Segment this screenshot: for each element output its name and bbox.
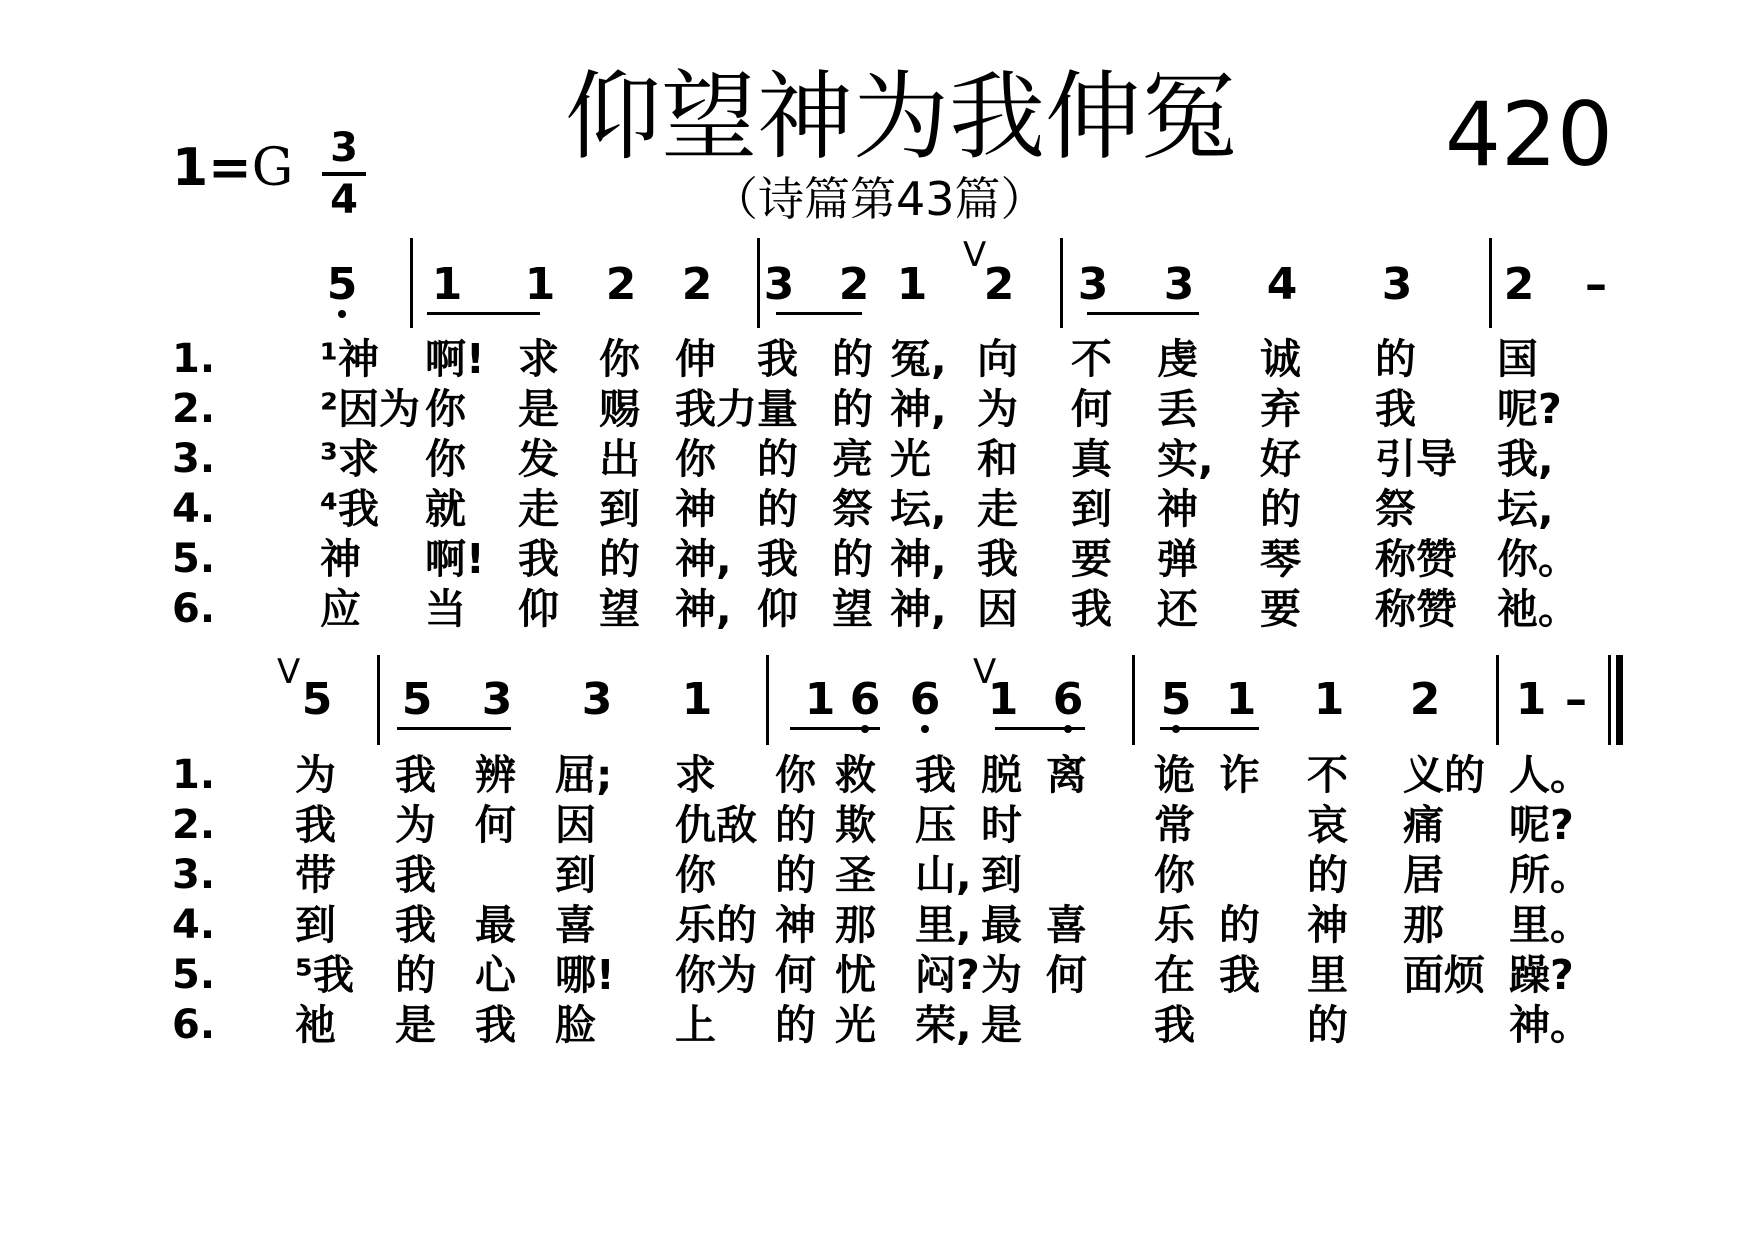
lyric: 我 xyxy=(1071,585,1112,633)
lyric: 的 xyxy=(1307,851,1348,899)
lyric: 山, xyxy=(915,851,972,899)
lyric: 好 xyxy=(1260,435,1301,483)
bar-line xyxy=(410,238,413,328)
lyric: 和 xyxy=(977,435,1018,483)
lyric: 欺 xyxy=(835,801,876,849)
lyric: 神 xyxy=(1157,485,1198,533)
note: 2 xyxy=(681,259,713,310)
bar-line xyxy=(1132,655,1135,745)
lyric: 称赞 xyxy=(1375,585,1457,633)
verse-number: 3. xyxy=(172,852,216,898)
meter-top: 3 xyxy=(330,125,358,171)
lyric: 神 xyxy=(675,485,716,533)
note: 1 xyxy=(987,674,1019,725)
lyric: 常 xyxy=(1154,801,1195,849)
verse-number: 5. xyxy=(172,536,216,582)
lyric: 上 xyxy=(675,1001,716,1049)
final-bar-thick xyxy=(1616,655,1623,745)
lyric: 喜 xyxy=(1046,901,1087,949)
lyric: 仇敌 xyxy=(675,801,757,849)
lyric: 弃 xyxy=(1260,385,1301,433)
lyric: 称赞 xyxy=(1375,535,1457,583)
lyric: ³求 xyxy=(320,435,379,483)
lyric: 要 xyxy=(1260,585,1301,633)
lyric: 是 xyxy=(518,385,559,433)
note: 3 xyxy=(481,674,513,725)
lyric: 时 xyxy=(981,801,1022,849)
verse-number: 3. xyxy=(172,436,216,482)
lyric: 你 xyxy=(1154,851,1195,899)
bar-line xyxy=(377,655,380,745)
lyric: 哪! xyxy=(555,951,615,999)
key-prefix: 1= xyxy=(172,138,252,198)
lyric: 还 xyxy=(1157,585,1198,633)
lyric: 光 xyxy=(890,435,931,483)
note: 1 xyxy=(804,674,836,725)
lyric: 的 xyxy=(1219,901,1260,949)
beam xyxy=(776,312,862,315)
note: 6 xyxy=(849,674,881,725)
lyric: 我 xyxy=(475,1001,516,1049)
lyric: ⁵我 xyxy=(295,951,354,999)
lyric: 所。 xyxy=(1509,851,1591,899)
lyric: 我 xyxy=(518,535,559,583)
time-signature xyxy=(322,126,366,222)
verse-number: 6. xyxy=(172,586,216,632)
lyric: 居 xyxy=(1403,851,1444,899)
hymn-subtitle: （诗篇第43篇） xyxy=(712,172,1047,226)
lyric: 为 xyxy=(981,951,1022,999)
lyric: 哀 xyxy=(1307,801,1348,849)
verse-number: 1. xyxy=(172,752,216,798)
lyric: ⁴我 xyxy=(320,485,379,533)
lyric: 我 xyxy=(757,535,798,583)
lyric: 圣 xyxy=(835,851,876,899)
lyric: 里, xyxy=(915,901,972,949)
lyric: 望 xyxy=(599,585,640,633)
lyric: 祭 xyxy=(1375,485,1416,533)
lyric: 的 xyxy=(1260,485,1301,533)
lyric: 光 xyxy=(835,1001,876,1049)
note: 1 xyxy=(1313,674,1345,725)
lyric: 神 xyxy=(1307,901,1348,949)
lyric: 你为 xyxy=(675,951,757,999)
lyric: 脱 xyxy=(981,751,1022,799)
lyric: 人。 xyxy=(1509,751,1591,799)
lyric: 的 xyxy=(832,335,873,383)
lyric: 丢 xyxy=(1157,385,1198,433)
note: 2 xyxy=(983,259,1015,310)
lyric: ¹神 xyxy=(320,335,379,383)
note: 6 xyxy=(909,674,941,725)
lyric: 痛 xyxy=(1403,801,1444,849)
lyric: 我 xyxy=(915,751,956,799)
lyric: 你 xyxy=(675,435,716,483)
note: 5 xyxy=(326,259,358,310)
lyric: 我, xyxy=(1497,435,1554,483)
lyric: 最 xyxy=(475,901,516,949)
lyric: 坛, xyxy=(1497,485,1554,533)
note: 3 xyxy=(581,674,613,725)
lyric: 是 xyxy=(981,1001,1022,1049)
lyric: 真 xyxy=(1071,435,1112,483)
lyric: 望 xyxy=(832,585,873,633)
lyric: 求 xyxy=(675,751,716,799)
lyric: 求 xyxy=(518,335,559,383)
lyric: 的 xyxy=(757,485,798,533)
lyric: 辨 xyxy=(475,751,516,799)
lyric: 你 xyxy=(675,851,716,899)
verse-number: 4. xyxy=(172,902,216,948)
note: 3 xyxy=(1381,259,1413,310)
lyric: 向 xyxy=(977,335,1018,383)
lyric: 到 xyxy=(981,851,1022,899)
lyric: 喜 xyxy=(555,901,596,949)
lyric: 的 xyxy=(775,801,816,849)
lyric: 荣, xyxy=(915,1001,972,1049)
lyric: 的 xyxy=(599,535,640,583)
note: 1 xyxy=(1225,674,1257,725)
lyric: 是 xyxy=(395,1001,436,1049)
lyric: 亮 xyxy=(832,435,873,483)
lyric: 乐 xyxy=(1154,901,1195,949)
key-signature xyxy=(172,138,293,198)
lyric: 的 xyxy=(757,435,798,483)
lyric: 坛, xyxy=(890,485,947,533)
verse-number: 2. xyxy=(172,802,216,848)
lyric: 心 xyxy=(475,951,516,999)
lyric: 的 xyxy=(832,535,873,583)
lyric: 你 xyxy=(425,435,466,483)
verse-number: 1. xyxy=(172,336,216,382)
lyric: 我力 xyxy=(675,385,757,433)
lyric: 祂 xyxy=(295,1001,336,1049)
lyric: 赐 xyxy=(599,385,640,433)
note: 1 xyxy=(896,259,928,310)
lyric: 诡 xyxy=(1154,751,1195,799)
beam xyxy=(790,727,880,730)
note: 3 xyxy=(1163,259,1195,310)
beam xyxy=(995,727,1085,730)
bar-line xyxy=(1496,655,1499,745)
lyric: 我 xyxy=(395,751,436,799)
hymn-number: 420 xyxy=(1445,83,1613,186)
breath-mark: V xyxy=(277,652,301,692)
note: 5 xyxy=(1160,674,1192,725)
lyric: 那 xyxy=(835,901,876,949)
bar-line xyxy=(757,238,760,328)
lyric: 的 xyxy=(775,851,816,899)
lyric: 要 xyxy=(1071,535,1112,583)
lyric: 闷? xyxy=(915,951,980,999)
lyric: 神, xyxy=(890,385,947,433)
lyric: 面烦 xyxy=(1403,951,1485,999)
lyric: 出 xyxy=(599,435,640,483)
lyric: 义的 xyxy=(1403,751,1485,799)
lyric: 走 xyxy=(977,485,1018,533)
lyric: 的 xyxy=(1307,1001,1348,1049)
lyric: 里。 xyxy=(1509,901,1591,949)
note: 5 xyxy=(401,674,433,725)
key-note: G xyxy=(251,138,294,198)
lyric: 啊! xyxy=(425,535,485,583)
lyric: 弹 xyxy=(1157,535,1198,583)
lyric: 为 xyxy=(295,751,336,799)
lyric: 我 xyxy=(757,335,798,383)
bar-line xyxy=(766,655,769,745)
lyric: 呢? xyxy=(1497,385,1562,433)
lyric: 不 xyxy=(1071,335,1112,383)
lyric: 的 xyxy=(1375,335,1416,383)
lyric: 最 xyxy=(981,901,1022,949)
low-octave-dot xyxy=(338,310,346,318)
note: 2 xyxy=(1503,259,1535,310)
breath-mark: V xyxy=(973,652,997,692)
lyric: 当 xyxy=(425,585,466,633)
lyric: 带 xyxy=(295,851,336,899)
beam xyxy=(397,727,511,730)
lyric: 祭 xyxy=(832,485,873,533)
lyric: ²因为 xyxy=(320,385,420,433)
lyric: 的 xyxy=(775,1001,816,1049)
lyric: 我 xyxy=(1154,1001,1195,1049)
lyric: 的 xyxy=(832,385,873,433)
verse-number: 2. xyxy=(172,386,216,432)
lyric: 冤, xyxy=(890,335,947,383)
lyric: 呢? xyxy=(1509,801,1574,849)
lyric: 里 xyxy=(1307,951,1348,999)
bar-line xyxy=(1060,238,1063,328)
lyric: 你 xyxy=(775,751,816,799)
note: 2 xyxy=(838,259,870,310)
lyric: 你。 xyxy=(1497,535,1579,583)
note: 1 xyxy=(524,259,556,310)
note: 1 xyxy=(431,259,463,310)
lyric: 诚 xyxy=(1260,335,1301,383)
lyric: 因 xyxy=(977,585,1018,633)
meter-bottom: 4 xyxy=(330,177,358,223)
lyric: 忧 xyxy=(835,951,876,999)
lyric: 应 xyxy=(320,585,361,633)
lyric: 我 xyxy=(977,535,1018,583)
lyric: 神, xyxy=(890,535,947,583)
beam xyxy=(427,312,540,315)
verse-number: 5. xyxy=(172,952,216,998)
lyric: 何 xyxy=(775,951,816,999)
lyric: 神, xyxy=(675,535,732,583)
lyric: 仰 xyxy=(757,585,798,633)
note: 2 xyxy=(605,259,637,310)
lyric: 何 xyxy=(1046,951,1087,999)
lyric: 神, xyxy=(890,585,947,633)
lyric: 在 xyxy=(1154,951,1195,999)
note: 2 xyxy=(1409,674,1441,725)
note: 3 xyxy=(1077,259,1109,310)
bar-line xyxy=(1489,238,1492,328)
lyric: 压 xyxy=(915,801,956,849)
note: – xyxy=(1565,674,1587,725)
lyric: 到 xyxy=(295,901,336,949)
lyric: 我 xyxy=(395,901,436,949)
lyric: 你 xyxy=(425,385,466,433)
lyric: 神。 xyxy=(1509,1001,1591,1049)
lyric: 脸 xyxy=(555,1001,596,1049)
note: 1 xyxy=(1515,674,1547,725)
lyric: 不 xyxy=(1307,751,1348,799)
lyric: 屈; xyxy=(555,751,613,799)
note: – xyxy=(1585,259,1607,310)
note: 1 xyxy=(681,674,713,725)
lyric: 躁? xyxy=(1509,951,1574,999)
lyric: 到 xyxy=(1071,485,1112,533)
lyric: 实, xyxy=(1157,435,1214,483)
lyric: 量 xyxy=(757,385,798,433)
lyric: 何 xyxy=(1071,385,1112,433)
lyric: 虔 xyxy=(1157,335,1198,383)
lyric: 就 xyxy=(425,485,466,533)
lyric: 走 xyxy=(518,485,559,533)
lyric: 神, xyxy=(675,585,732,633)
lyric: 到 xyxy=(599,485,640,533)
note: 6 xyxy=(1052,674,1084,725)
lyric: 救 xyxy=(835,751,876,799)
note: 5 xyxy=(301,674,333,725)
lyric: 何 xyxy=(475,801,516,849)
lyric: 神 xyxy=(775,901,816,949)
lyric: 伸 xyxy=(675,335,716,383)
lyric: 仰 xyxy=(518,585,559,633)
lyric: 乐的 xyxy=(675,901,757,949)
lyric: 引导 xyxy=(1375,435,1457,483)
lyric: 诈 xyxy=(1219,751,1260,799)
beam xyxy=(1087,312,1199,315)
lyric: 那 xyxy=(1403,901,1444,949)
meter-line xyxy=(322,172,366,176)
low-octave-dot xyxy=(921,725,929,733)
breath-mark: V xyxy=(963,235,987,275)
verse-number: 6. xyxy=(172,1002,216,1048)
beam xyxy=(1160,727,1259,730)
lyric: 祂。 xyxy=(1497,585,1579,633)
lyric: 我 xyxy=(1219,951,1260,999)
lyric: 你 xyxy=(599,335,640,383)
lyric: 我 xyxy=(1375,385,1416,433)
lyric: 为 xyxy=(977,385,1018,433)
note: 3 xyxy=(763,259,795,310)
lyric: 我 xyxy=(395,851,436,899)
lyric: 因 xyxy=(555,801,596,849)
lyric: 国 xyxy=(1497,335,1538,383)
final-bar-thin xyxy=(1608,655,1611,745)
hymn-title: 仰望神为我伸冤 xyxy=(565,61,1237,173)
verse-number: 4. xyxy=(172,486,216,532)
lyric: 我 xyxy=(295,801,336,849)
note: 4 xyxy=(1266,259,1298,310)
lyric: 琴 xyxy=(1260,535,1301,583)
lyric: 为 xyxy=(395,801,436,849)
lyric: 离 xyxy=(1046,751,1087,799)
lyric: 的 xyxy=(395,951,436,999)
lyric: 到 xyxy=(555,851,596,899)
lyric: 发 xyxy=(518,435,559,483)
lyric: 啊! xyxy=(425,335,485,383)
lyric: 神 xyxy=(320,535,361,583)
